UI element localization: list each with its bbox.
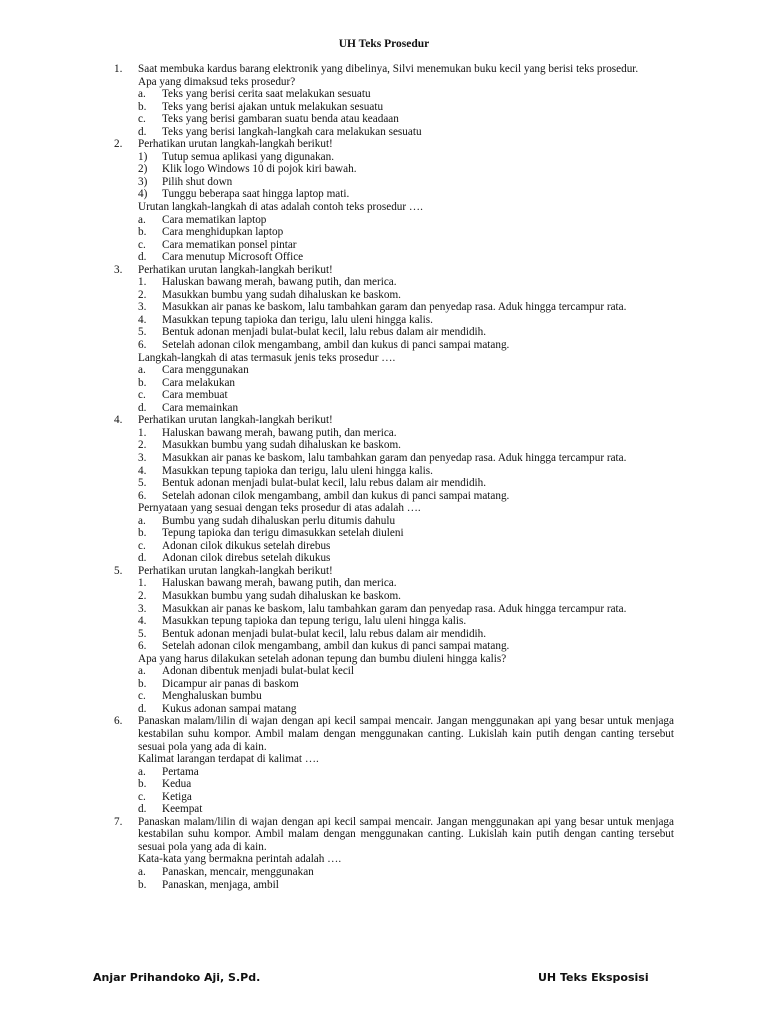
answer-options — [138, 665, 674, 715]
answer-options — [138, 766, 674, 816]
answer-option — [138, 226, 674, 239]
option-letter: b. — [138, 100, 147, 113]
option-text: Kedua — [162, 778, 192, 791]
question-text: Perhatikan urutan langkah-langkah berikut! — [138, 414, 333, 427]
option-text: Adonan cilok direbus setelah dikukus — [162, 552, 331, 565]
question-prompt: Apa yang dimaksud teks prosedur? — [138, 75, 296, 88]
option-letter: a. — [138, 514, 146, 527]
question — [114, 63, 674, 138]
option-letter: d. — [138, 552, 147, 565]
question-prompt: Pernyataan yang sesuai dengan teks prosedur di atas adalah …. — [138, 502, 421, 515]
step-number: 5. — [138, 627, 147, 640]
step-number: 1. — [138, 276, 147, 289]
answer-option — [138, 690, 674, 703]
question-number: 7. — [114, 815, 123, 828]
step-item — [138, 577, 674, 590]
step-number: 3. — [138, 602, 147, 615]
option-text: Cara mematikan ponsel pintar — [162, 238, 297, 251]
option-letter: b. — [138, 527, 147, 540]
question — [114, 715, 674, 815]
question — [114, 264, 674, 415]
question-body — [138, 816, 674, 866]
step-text: Setelah adonan cilok mengambang, ambil dan kukus di panci sampai matang. — [162, 489, 510, 502]
step-item — [138, 289, 674, 302]
step-item — [138, 427, 674, 440]
step-number: 2. — [138, 589, 147, 602]
answer-options — [138, 214, 674, 264]
option-text: Adonan dibentuk menjadi bulat-bulat kecil — [162, 665, 355, 678]
question-prompt: Urutan langkah-langkah di atas adalah contoh teks prosedur …. — [138, 201, 423, 214]
question-body — [138, 715, 674, 765]
option-text: Tepung tapioka dan terigu dimasukkan setelah diuleni — [162, 527, 404, 540]
step-text: Bentuk adonan menjadi bulat-bulat kecil, lalu rebus dalam air mendidih. — [162, 627, 487, 640]
answer-option — [138, 703, 674, 716]
step-text: Masukkan bumbu yang sudah dihaluskan ke baskom. — [162, 439, 401, 452]
option-text: Teks yang berisi langkah-langkah cara melakukan sesuatu — [162, 125, 422, 138]
step-item — [138, 301, 674, 314]
question-body — [138, 264, 674, 364]
option-text: Panaskan, mencair, menggunakan — [162, 866, 314, 878]
step-item — [138, 490, 674, 503]
option-text: Cara memainkan — [162, 401, 239, 414]
answer-option — [138, 540, 674, 553]
option-letter: d. — [138, 125, 147, 138]
question-prompt: Kata-kata yang bermakna perintah adalah …. — [138, 853, 342, 866]
page-title: UH Teks Prosedur — [338, 38, 430, 50]
step-item — [138, 465, 674, 478]
step-number: 6. — [138, 339, 147, 352]
option-letter: c. — [138, 790, 146, 803]
option-letter: b. — [138, 376, 147, 389]
answer-option — [138, 377, 674, 390]
footer-subject: UH Teks Eksposisi — [538, 971, 649, 984]
step-text: Masukkan air panas ke baskom, lalu tambahkan garam dan penyedap rasa. Aduk hingga tercampur rata. — [162, 602, 627, 615]
option-letter: c. — [138, 539, 146, 552]
step-item — [138, 603, 674, 616]
step-text: Tunggu beberapa saat hingga laptop mati. — [162, 188, 350, 201]
answer-options — [138, 866, 674, 891]
answer-option — [138, 515, 674, 528]
step-item — [138, 477, 674, 490]
option-text: Pertama — [162, 765, 199, 778]
option-text: Teks yang berisi cerita saat melakukan sesuatu — [162, 88, 371, 101]
step-text: Masukkan air panas ke baskom, lalu tambahkan garam dan penyedap rasa. Aduk hingga tercampur rata. — [162, 301, 627, 314]
answer-options — [138, 88, 674, 138]
step-item — [138, 326, 674, 339]
question-body — [138, 414, 674, 514]
option-letter: c. — [138, 690, 146, 703]
option-text: Cara mematikan laptop — [162, 213, 267, 226]
question-number: 6. — [114, 715, 123, 728]
step-number: 5. — [138, 477, 147, 490]
step-item — [138, 452, 674, 465]
step-number: 4. — [138, 615, 147, 628]
option-letter: d. — [138, 702, 147, 715]
answer-option — [138, 766, 674, 779]
answer-option — [138, 552, 674, 565]
step-item — [138, 628, 674, 641]
option-letter: c. — [138, 113, 146, 126]
answer-options — [138, 515, 674, 565]
option-letter: d. — [138, 401, 147, 414]
option-letter: a. — [138, 765, 146, 778]
step-text: Bentuk adonan menjadi bulat-bulat kecil, lalu rebus dalam air mendidih. — [162, 326, 487, 339]
step-number: 2. — [138, 288, 147, 301]
question — [114, 414, 674, 565]
question-list — [114, 63, 674, 891]
step-number: 4) — [138, 188, 148, 201]
step-item — [138, 339, 674, 352]
answer-option — [138, 389, 674, 402]
answer-option — [138, 88, 674, 101]
option-letter: a. — [138, 866, 146, 878]
answer-option — [138, 239, 674, 252]
option-letter: c. — [138, 238, 146, 251]
step-item — [138, 590, 674, 603]
question-number: 3. — [114, 263, 123, 276]
option-letter: a. — [138, 88, 146, 101]
step-number: 2. — [138, 439, 147, 452]
option-letter: b. — [138, 878, 147, 891]
option-text: Keempat — [162, 803, 203, 816]
step-text: Pilih shut down — [162, 175, 233, 188]
answer-option — [138, 402, 674, 415]
answer-option — [138, 126, 674, 139]
step-text: Klik logo Windows 10 di pojok kiri bawah. — [162, 163, 357, 176]
option-text: Cara menutup Microsoft Office — [162, 251, 304, 264]
question-body — [138, 63, 674, 88]
answer-options — [138, 364, 674, 414]
answer-option — [138, 364, 674, 377]
question-text: Perhatikan urutan langkah-langkah berikut! — [138, 138, 333, 151]
step-number: 4. — [138, 464, 147, 477]
option-text: Ketiga — [162, 790, 192, 803]
step-number: 5. — [138, 326, 147, 339]
step-number: 2) — [138, 163, 148, 176]
question-body — [138, 565, 674, 665]
question-prompt: Apa yang harus dilakukan setelah adonan tepung dan bumbu diuleni hingga kalis? — [138, 652, 507, 665]
option-letter: c. — [138, 389, 146, 402]
step-text: Masukkan bumbu yang sudah dihaluskan ke baskom. — [162, 589, 401, 602]
step-item — [138, 151, 674, 164]
option-text: Cara membuat — [162, 389, 228, 402]
step-text: Haluskan bawang merah, bawang putih, dan merica. — [162, 577, 397, 590]
step-text: Tutup semua aplikasi yang digunakan. — [162, 150, 335, 163]
question-text: Saat membuka kardus barang elektronik yang dibelinya, Silvi menemukan buku kecil yang berisi teks prosedur. — [138, 63, 639, 75]
step-item — [138, 188, 674, 201]
answer-option — [138, 879, 674, 892]
option-letter: d. — [138, 803, 147, 816]
step-item — [138, 163, 674, 176]
step-text: Masukkan tepung tapioka dan tepung terigu, lalu uleni hingga kalis. — [162, 615, 467, 628]
option-text: Cara menghidupkan laptop — [162, 226, 284, 239]
option-text: Teks yang berisi gambaran suatu benda atau keadaan — [162, 113, 399, 126]
question-text: Panaskan malam/lilin di wajan dengan api kecil sampai mencair. Jangan menggunakan api yang besar untuk menjaga kestabilan suhu kompor. Ambil malam dengan menggunakan canting. Lukislah kain putih dengan canting tersebut sesuai pola yang ada di kain. — [138, 815, 674, 853]
footer-author: Anjar Prihandoko Aji, S.Pd. — [93, 971, 261, 984]
option-text: Cara menggunakan — [162, 364, 249, 377]
step-number: 6. — [138, 489, 147, 502]
question-prompt: Langkah-langkah di atas termasuk jenis teks prosedur …. — [138, 351, 396, 364]
answer-option — [138, 791, 674, 804]
option-text: Bumbu yang sudah dihaluskan perlu ditumis dahulu — [162, 514, 396, 527]
option-letter: a. — [138, 364, 146, 377]
option-text: Teks yang berisi ajakan untuk melakukan sesuatu — [162, 100, 384, 113]
step-number: 6. — [138, 640, 147, 653]
option-letter: a. — [138, 665, 146, 678]
question-number: 5. — [114, 564, 123, 577]
option-letter: b. — [138, 226, 147, 239]
option-text: Menghaluskan bumbu — [162, 690, 262, 703]
question — [114, 565, 674, 716]
step-text: Setelah adonan cilok mengambang, ambil dan kukus di panci sampai matang. — [162, 339, 510, 352]
answer-option — [138, 866, 674, 879]
answer-option — [138, 101, 674, 114]
step-number: 3. — [138, 451, 147, 464]
option-letter: b. — [138, 677, 147, 690]
step-item — [138, 314, 674, 327]
step-text: Bentuk adonan menjadi bulat-bulat kecil, lalu rebus dalam air mendidih. — [162, 477, 487, 490]
question-text: Panaskan malam/lilin di wajan dengan api kecil sampai mencair. Jangan menggunakan api yang besar untuk menjaga kestabilan suhu kompor. Ambil malam dengan menggunakan canting. Lukislah kain putih dengan canting tersebut sesuai pola yang ada di kain. — [138, 715, 674, 753]
answer-option — [138, 803, 674, 816]
step-item — [138, 439, 674, 452]
step-number: 4. — [138, 313, 147, 326]
answer-option — [138, 527, 674, 540]
option-letter: d. — [138, 251, 147, 264]
question-number: 1. — [114, 63, 123, 75]
question — [114, 816, 674, 891]
step-number: 1. — [138, 426, 147, 439]
step-text: Masukkan air panas ke baskom, lalu tambahkan garam dan penyedap rasa. Aduk hingga tercampur rata. — [162, 451, 627, 464]
option-text: Dicampur air panas di baskom — [162, 677, 299, 690]
step-item — [138, 276, 674, 289]
answer-option — [138, 214, 674, 227]
step-item — [138, 176, 674, 189]
answer-option — [138, 778, 674, 791]
question-number: 4. — [114, 414, 123, 427]
step-text: Haluskan bawang merah, bawang putih, dan merica. — [162, 426, 397, 439]
step-number: 1) — [138, 150, 148, 163]
step-number: 1. — [138, 577, 147, 590]
answer-option — [138, 251, 674, 264]
answer-option — [138, 678, 674, 691]
step-text: Haluskan bawang merah, bawang putih, dan merica. — [162, 276, 397, 289]
step-text: Masukkan bumbu yang sudah dihaluskan ke baskom. — [162, 288, 401, 301]
step-number: 3. — [138, 301, 147, 314]
option-letter: b. — [138, 778, 147, 791]
step-text: Masukkan tepung tapioka dan terigu, lalu uleni hingga kalis. — [162, 313, 433, 326]
option-text: Kukus adonan sampai matang — [162, 702, 297, 715]
step-number: 3) — [138, 175, 148, 188]
question-prompt: Kalimat larangan terdapat di kalimat …. — [138, 753, 319, 766]
answer-option — [138, 113, 674, 126]
option-text: Adonan cilok dikukus setelah direbus — [162, 539, 331, 552]
step-text: Setelah adonan cilok mengambang, ambil dan kukus di panci sampai matang. — [162, 640, 510, 653]
step-item — [138, 640, 674, 653]
step-text: Masukkan tepung tapioka dan terigu, lalu uleni hingga kalis. — [162, 464, 433, 477]
question — [114, 138, 674, 263]
step-item — [138, 615, 674, 628]
question-text: Perhatikan urutan langkah-langkah berikut! — [138, 564, 333, 577]
question-body — [138, 138, 674, 213]
option-text: Cara melakukan — [162, 376, 235, 389]
question-text: Perhatikan urutan langkah-langkah berikut! — [138, 263, 333, 276]
option-text: Panaskan, menjaga, ambil — [162, 878, 279, 891]
answer-option — [138, 665, 674, 678]
question-number: 2. — [114, 138, 123, 151]
option-letter: a. — [138, 213, 146, 226]
